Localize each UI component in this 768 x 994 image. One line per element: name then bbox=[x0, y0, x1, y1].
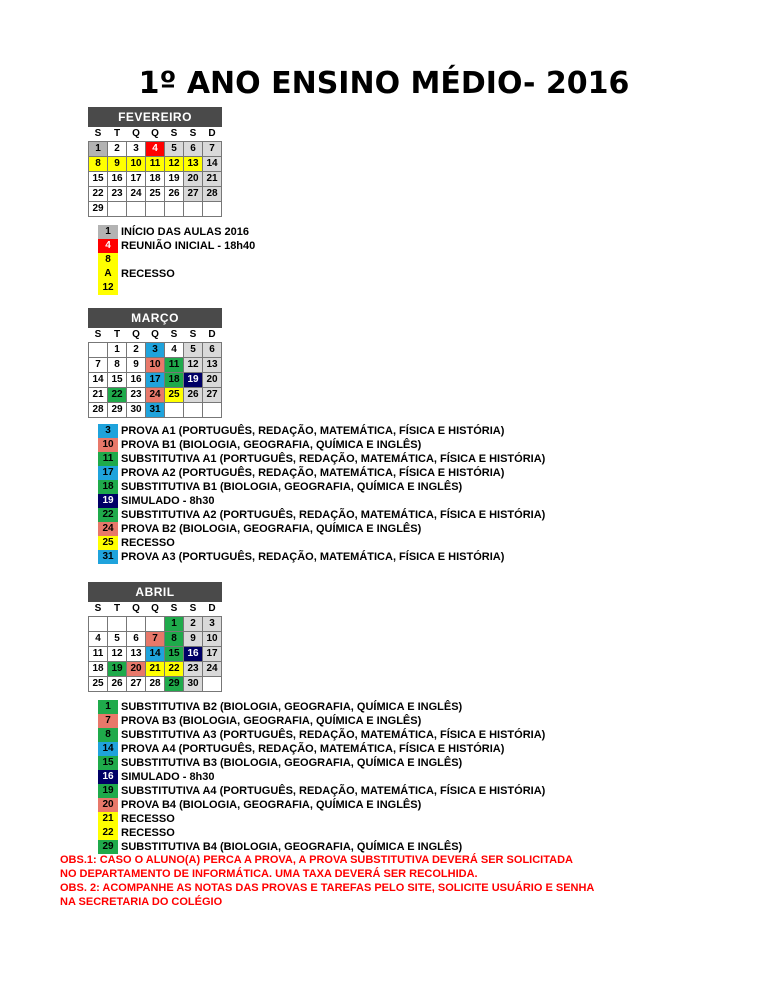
calendar-day: 17 bbox=[203, 647, 222, 662]
legend-text: SIMULADO - 8h30 bbox=[121, 771, 215, 783]
legend-march bbox=[98, 424, 545, 564]
calendar-week bbox=[89, 172, 222, 187]
obs-line: OBS. 2: ACOMPANHE AS NOTAS DAS PROVAS E TAREFAS PELO SITE, SOLICITE USUÁRIO E SENHA bbox=[60, 882, 595, 894]
legend-item bbox=[98, 480, 545, 494]
calendar-day: 23 bbox=[108, 187, 127, 202]
calendar-week bbox=[89, 662, 222, 677]
calendar-day: 28 bbox=[146, 677, 165, 692]
weekday-header: S bbox=[165, 127, 184, 142]
legend-text: REUNIÃO INICIAL - 18h40 bbox=[121, 240, 256, 252]
calendar-day: 27 bbox=[184, 187, 203, 202]
legend-text: SUBSTITUTIVA A3 (PORTUGUÊS, REDAÇÃO, MATEMÁTICA, FÍSICA E HISTÓRIA) bbox=[121, 729, 546, 741]
weekday-header: Q bbox=[146, 328, 165, 343]
observations bbox=[60, 853, 594, 909]
calendar-day: 29 bbox=[89, 202, 108, 217]
weekday-header: S bbox=[89, 127, 108, 142]
weekday-header: S bbox=[184, 127, 203, 142]
calendar-day: 4 bbox=[146, 142, 165, 157]
calendar-day: 5 bbox=[165, 142, 184, 157]
legend-text: SUBSTITUTIVA A1 (PORTUGUÊS, REDAÇÃO, MATEMÁTICA, FÍSICA E HISTÓRIA) bbox=[121, 453, 546, 465]
weekday-header: Q bbox=[146, 602, 165, 617]
calendar-day: 20 bbox=[203, 373, 222, 388]
calendar-day: 20 bbox=[184, 172, 203, 187]
calendar-week bbox=[89, 388, 222, 403]
weekday-header: S bbox=[165, 602, 184, 617]
calendar-day: 13 bbox=[184, 157, 203, 172]
legend-code: 25 bbox=[98, 536, 118, 550]
calendar-day: 28 bbox=[203, 187, 222, 202]
calendar-week bbox=[89, 202, 222, 217]
legend-april bbox=[98, 700, 545, 854]
calendar-week bbox=[89, 403, 222, 418]
legend-item bbox=[98, 742, 545, 756]
weekday-header: S bbox=[89, 328, 108, 343]
legend-code: 29 bbox=[98, 840, 118, 854]
legend-code: 22 bbox=[98, 826, 118, 840]
calendar-day bbox=[127, 202, 146, 217]
calendar-day: 15 bbox=[108, 373, 127, 388]
legend-code: 21 bbox=[98, 812, 118, 826]
legend-item bbox=[98, 784, 545, 798]
legend-text: PROVA A1 (PORTUGUÊS, REDAÇÃO, MATEMÁTICA, FÍSICA E HISTÓRIA) bbox=[121, 425, 505, 437]
weekday-header: S bbox=[165, 328, 184, 343]
calendar-day: 14 bbox=[203, 157, 222, 172]
calendar-week bbox=[89, 632, 222, 647]
calendar-day bbox=[108, 202, 127, 217]
calendar-march bbox=[88, 308, 222, 418]
calendar-day: 15 bbox=[165, 647, 184, 662]
legend-text: SUBSTITUTIVA B4 (BIOLOGIA, GEOGRAFIA, QUÍMICA E INGLÊS) bbox=[121, 841, 463, 853]
calendar-day: 24 bbox=[127, 187, 146, 202]
calendar-day: 8 bbox=[108, 358, 127, 373]
weekday-header: Q bbox=[127, 328, 146, 343]
legend-item bbox=[98, 756, 545, 770]
obs-line: OBS.1: CASO O ALUNO(A) PERCA A PROVA, A PROVA SUBSTITUTIVA DEVERÁ SER SOLICITADA bbox=[60, 854, 573, 866]
calendar-day: 1 bbox=[108, 343, 127, 358]
calendar-day: 8 bbox=[89, 157, 108, 172]
calendar-day: 26 bbox=[184, 388, 203, 403]
calendar-day: 3 bbox=[146, 343, 165, 358]
calendar-day: 3 bbox=[203, 617, 222, 632]
legend-text: INÍCIO DAS AULAS 2016 bbox=[121, 226, 249, 238]
calendar-week bbox=[89, 187, 222, 202]
legend-item bbox=[98, 424, 545, 438]
legend-text: PROVA A3 (PORTUGUÊS, REDAÇÃO, MATEMÁTICA, FÍSICA E HISTÓRIA) bbox=[121, 551, 505, 563]
calendar-day: 19 bbox=[184, 373, 203, 388]
month-header: MARÇO bbox=[89, 309, 222, 328]
calendar-day: 7 bbox=[146, 632, 165, 647]
calendar-week bbox=[89, 142, 222, 157]
calendar-day: 2 bbox=[184, 617, 203, 632]
calendar-day: 16 bbox=[108, 172, 127, 187]
obs-line: NA SECRETARIA DO COLÉGIO bbox=[60, 896, 223, 908]
legend-code: 14 bbox=[98, 742, 118, 756]
legend-item bbox=[98, 452, 545, 466]
legend-text: PROVA A2 (PORTUGUÊS, REDAÇÃO, MATEMÁTICA, FÍSICA E HISTÓRIA) bbox=[121, 467, 505, 479]
legend-item bbox=[98, 536, 545, 550]
calendar-day: 30 bbox=[127, 403, 146, 418]
legend-item bbox=[98, 225, 255, 239]
legend-item bbox=[98, 826, 545, 840]
weekday-header: Q bbox=[146, 127, 165, 142]
legend-text: SUBSTITUTIVA B3 (BIOLOGIA, GEOGRAFIA, QUÍMICA E INGLÊS) bbox=[121, 757, 463, 769]
legend-text: PROVA B4 (BIOLOGIA, GEOGRAFIA, QUÍMICA E INGLÊS) bbox=[121, 799, 422, 811]
legend-item bbox=[98, 267, 255, 281]
legend-item bbox=[98, 253, 255, 267]
legend-text: PROVA B1 (BIOLOGIA, GEOGRAFIA, QUÍMICA E INGLÊS) bbox=[121, 439, 422, 451]
calendar-day: 2 bbox=[127, 343, 146, 358]
calendar-day: 23 bbox=[127, 388, 146, 403]
calendar-week bbox=[89, 358, 222, 373]
calendar-day: 4 bbox=[89, 632, 108, 647]
legend-code: 3 bbox=[98, 424, 118, 438]
legend-item bbox=[98, 770, 545, 784]
weekday-header: T bbox=[108, 328, 127, 343]
calendar-day: 23 bbox=[184, 662, 203, 677]
legend-code: 4 bbox=[98, 239, 118, 253]
calendar-week bbox=[89, 343, 222, 358]
calendar-day bbox=[89, 617, 108, 632]
calendar-day bbox=[203, 403, 222, 418]
legend-item bbox=[98, 438, 545, 452]
legend-item bbox=[98, 239, 255, 253]
calendar-day bbox=[184, 403, 203, 418]
calendar-day: 14 bbox=[146, 647, 165, 662]
legend-item bbox=[98, 466, 545, 480]
calendar-day: 17 bbox=[127, 172, 146, 187]
weekday-header: T bbox=[108, 602, 127, 617]
legend-item bbox=[98, 728, 545, 742]
legend-code: 11 bbox=[98, 452, 118, 466]
weekday-header: D bbox=[203, 602, 222, 617]
calendar-day: 13 bbox=[127, 647, 146, 662]
calendar-day: 11 bbox=[146, 157, 165, 172]
legend-code: 8 bbox=[98, 728, 118, 742]
legend-item bbox=[98, 494, 545, 508]
legend-text: SUBSTITUTIVA B2 (BIOLOGIA, GEOGRAFIA, QUÍMICA E INGLÊS) bbox=[121, 701, 463, 713]
legend-item bbox=[98, 840, 545, 854]
calendar-day: 7 bbox=[203, 142, 222, 157]
calendar-day: 18 bbox=[165, 373, 184, 388]
calendar-day: 21 bbox=[203, 172, 222, 187]
calendar-day: 29 bbox=[108, 403, 127, 418]
legend-item bbox=[98, 550, 545, 564]
month-header: FEVEREIRO bbox=[89, 108, 222, 127]
calendar-day bbox=[146, 617, 165, 632]
calendar-day: 25 bbox=[165, 388, 184, 403]
legend-text: RECESSO bbox=[121, 537, 175, 549]
legend-code: 31 bbox=[98, 550, 118, 564]
legend-code: 1 bbox=[98, 700, 118, 714]
legend-code: 19 bbox=[98, 784, 118, 798]
calendar-day: 25 bbox=[146, 187, 165, 202]
legend-text: SIMULADO - 8h30 bbox=[121, 495, 215, 507]
legend-code: 22 bbox=[98, 508, 118, 522]
calendar-week bbox=[89, 617, 222, 632]
weekday-header: T bbox=[108, 127, 127, 142]
calendar-day: 22 bbox=[165, 662, 184, 677]
legend-code: 19 bbox=[98, 494, 118, 508]
legend-code: A bbox=[98, 267, 118, 281]
calendar-day: 13 bbox=[203, 358, 222, 373]
calendar-day: 16 bbox=[127, 373, 146, 388]
calendar-day: 30 bbox=[184, 677, 203, 692]
legend-code: 7 bbox=[98, 714, 118, 728]
weekday-header: D bbox=[203, 328, 222, 343]
calendar-february bbox=[88, 107, 222, 217]
calendar-day: 18 bbox=[146, 172, 165, 187]
weekday-header: Q bbox=[127, 602, 146, 617]
legend-item bbox=[98, 812, 545, 826]
calendar-day: 17 bbox=[146, 373, 165, 388]
calendar-day: 20 bbox=[127, 662, 146, 677]
calendar-day: 22 bbox=[108, 388, 127, 403]
calendar-day bbox=[89, 343, 108, 358]
calendar-week bbox=[89, 157, 222, 172]
legend-code: 16 bbox=[98, 770, 118, 784]
legend-code: 8 bbox=[98, 253, 118, 267]
calendar-day: 10 bbox=[146, 358, 165, 373]
calendar-day bbox=[165, 403, 184, 418]
calendar-day: 5 bbox=[184, 343, 203, 358]
calendar-day: 21 bbox=[146, 662, 165, 677]
calendar-day: 16 bbox=[184, 647, 203, 662]
calendar-day: 5 bbox=[108, 632, 127, 647]
weekday-header: S bbox=[89, 602, 108, 617]
calendar-day: 24 bbox=[203, 662, 222, 677]
legend-item bbox=[98, 281, 255, 295]
calendar-day bbox=[203, 202, 222, 217]
calendar-april bbox=[88, 582, 222, 692]
calendar-week bbox=[89, 677, 222, 692]
calendar-day bbox=[146, 202, 165, 217]
calendar-day bbox=[203, 677, 222, 692]
calendar-day: 27 bbox=[203, 388, 222, 403]
month-header: ABRIL bbox=[89, 583, 222, 602]
legend-code: 17 bbox=[98, 466, 118, 480]
calendar-day: 24 bbox=[146, 388, 165, 403]
calendar-day: 10 bbox=[203, 632, 222, 647]
page-title: 1º ANO ENSINO MÉDIO- 2016 bbox=[138, 66, 630, 101]
calendar-day: 22 bbox=[89, 187, 108, 202]
legend-item bbox=[98, 714, 545, 728]
calendar-day: 3 bbox=[127, 142, 146, 157]
weekday-header: S bbox=[184, 602, 203, 617]
calendar-day: 14 bbox=[89, 373, 108, 388]
weekday-header: S bbox=[184, 328, 203, 343]
calendar-day: 12 bbox=[108, 647, 127, 662]
legend-text: SUBSTITUTIVA A2 (PORTUGUÊS, REDAÇÃO, MATEMÁTICA, FÍSICA E HISTÓRIA) bbox=[121, 509, 546, 521]
legend-february bbox=[98, 225, 255, 295]
calendar-day: 29 bbox=[165, 677, 184, 692]
calendar-day: 19 bbox=[108, 662, 127, 677]
calendar-day: 9 bbox=[108, 157, 127, 172]
calendar-day: 8 bbox=[165, 632, 184, 647]
legend-text: PROVA B2 (BIOLOGIA, GEOGRAFIA, QUÍMICA E INGLÊS) bbox=[121, 523, 422, 535]
calendar-day: 6 bbox=[203, 343, 222, 358]
legend-text: SUBSTITUTIVA B1 (BIOLOGIA, GEOGRAFIA, QUÍMICA E INGLÊS) bbox=[121, 481, 463, 493]
calendar-day: 11 bbox=[165, 358, 184, 373]
calendar-day bbox=[108, 617, 127, 632]
calendar-day: 11 bbox=[89, 647, 108, 662]
legend-code: 10 bbox=[98, 438, 118, 452]
calendar-day: 15 bbox=[89, 172, 108, 187]
calendar-day: 6 bbox=[184, 142, 203, 157]
calendar-day: 21 bbox=[89, 388, 108, 403]
legend-item bbox=[98, 700, 545, 714]
calendar-day: 7 bbox=[89, 358, 108, 373]
calendar-day: 1 bbox=[165, 617, 184, 632]
calendar-day: 12 bbox=[184, 358, 203, 373]
calendar-day: 1 bbox=[89, 142, 108, 157]
calendar-day: 25 bbox=[89, 677, 108, 692]
legend-text: SUBSTITUTIVA A4 (PORTUGUÊS, REDAÇÃO, MATEMÁTICA, FÍSICA E HISTÓRIA) bbox=[121, 785, 546, 797]
calendar-day: 10 bbox=[127, 157, 146, 172]
calendar-day bbox=[127, 617, 146, 632]
legend-item bbox=[98, 798, 545, 812]
legend-text: PROVA A4 (PORTUGUÊS, REDAÇÃO, MATEMÁTICA, FÍSICA E HISTÓRIA) bbox=[121, 743, 505, 755]
calendar-day: 27 bbox=[127, 677, 146, 692]
calendar-week bbox=[89, 647, 222, 662]
calendar-day: 9 bbox=[127, 358, 146, 373]
calendar-day: 6 bbox=[127, 632, 146, 647]
calendar-day: 2 bbox=[108, 142, 127, 157]
calendar-day bbox=[165, 202, 184, 217]
calendar-day: 28 bbox=[89, 403, 108, 418]
legend-code: 18 bbox=[98, 480, 118, 494]
legend-item bbox=[98, 522, 545, 536]
calendar-day: 4 bbox=[165, 343, 184, 358]
legend-code: 12 bbox=[98, 281, 118, 295]
weekday-header: Q bbox=[127, 127, 146, 142]
calendar-day: 18 bbox=[89, 662, 108, 677]
calendar-day: 9 bbox=[184, 632, 203, 647]
legend-text: PROVA B3 (BIOLOGIA, GEOGRAFIA, QUÍMICA E INGLÊS) bbox=[121, 715, 422, 727]
calendar-day: 12 bbox=[165, 157, 184, 172]
obs-line: NO DEPARTAMENTO DE INFORMÁTICA. UMA TAXA DEVERÁ SER RECOLHIDA. bbox=[60, 868, 478, 880]
legend-code: 24 bbox=[98, 522, 118, 536]
legend-item bbox=[98, 508, 545, 522]
legend-text: RECESSO bbox=[121, 268, 175, 280]
legend-text: RECESSO bbox=[121, 827, 175, 839]
calendar-day: 26 bbox=[165, 187, 184, 202]
legend-code: 15 bbox=[98, 756, 118, 770]
calendar-week bbox=[89, 373, 222, 388]
legend-text: RECESSO bbox=[121, 813, 175, 825]
calendar-day: 26 bbox=[108, 677, 127, 692]
calendar-day bbox=[184, 202, 203, 217]
legend-code: 20 bbox=[98, 798, 118, 812]
calendar-day: 19 bbox=[165, 172, 184, 187]
weekday-header: D bbox=[203, 127, 222, 142]
calendar-day: 31 bbox=[146, 403, 165, 418]
legend-code: 1 bbox=[98, 225, 118, 239]
